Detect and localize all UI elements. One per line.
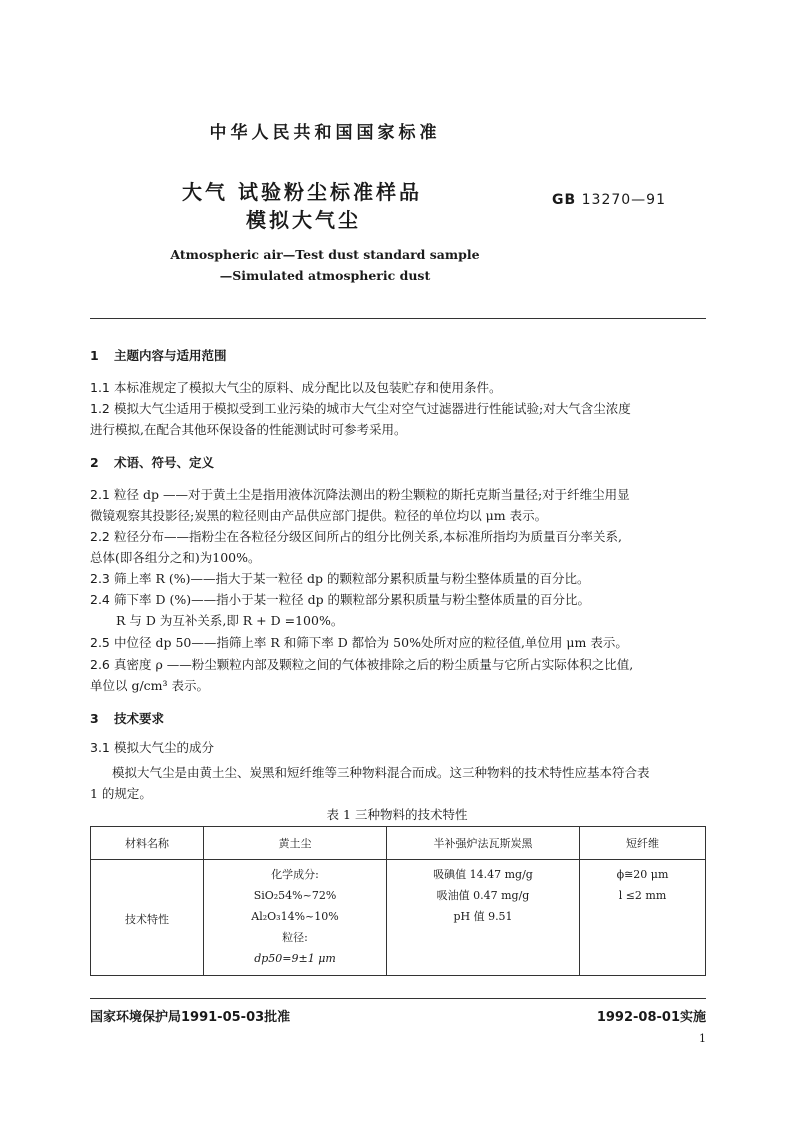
- title-en-line1: Atmospheric air—Test dust standard sample: [170, 247, 480, 262]
- clause-2-2: 2.2 粒径分布——指粉尘在各粒径分级区间所占的组分比例关系,本标准所指均为质量百分率关系,: [90, 529, 622, 544]
- cell-line: l ≤2 mm: [618, 889, 667, 902]
- clause-2-4: 2.4 筛下率 D (%)——指小于某一粒径 dp 的颗粒部分累积质量与粉尘整体质量的百分比。: [90, 592, 591, 607]
- clause-2-5: 2.5 中位径 dp 50——指筛上率 R 和筛下率 D 都恰为 50%处所对应的粒径值,单位用 μm 表示。: [90, 635, 628, 650]
- national-standard-heading: 中华人民共和国国家标准: [209, 123, 441, 143]
- cell-line: dp50=9±1 μm: [254, 952, 336, 965]
- clause-1-1: 1.1 本标准规定了模拟大气尘的原料、成分配比以及包装贮存和使用条件。: [90, 380, 502, 395]
- clause-2-6: 2.6 真密度 ρ ——粉尘颗粒内部及颗粒之间的气体被排除之后的粉尘质量与它所占实际体积之比值,: [90, 657, 634, 672]
- table-header: 半补强炉法瓦斯炭黑: [387, 827, 580, 860]
- clause-2-4-cont: R 与 D 为互补关系,即 R + D =100%。: [116, 613, 344, 628]
- material-properties-table: [90, 826, 706, 976]
- clause-3-1-text-cont: 1 的规定。: [90, 786, 152, 801]
- footer-divider: [90, 998, 706, 999]
- effective-date: 1992-08-01实施: [596, 1010, 706, 1025]
- cell-line: Al₂O₃14%~10%: [251, 910, 339, 923]
- carbon-black-cell: [387, 860, 580, 976]
- clause-1-2-cont: 进行模拟,在配合其他环保设备的性能测试时可参考采用。: [90, 422, 407, 437]
- page-number: 1: [699, 1032, 706, 1045]
- clause-2-2-cont: 总体(即各组分之和)为100%。: [90, 550, 261, 565]
- title-cn-line1: 大气 试验粉尘标准样品: [182, 180, 422, 204]
- clause-2-6-cont: 单位以 g/cm³ 表示。: [90, 678, 210, 693]
- cell-line: ϕ≅20 μm: [616, 868, 669, 881]
- table-header: 短纤维: [580, 827, 706, 860]
- section-2-heading: 2 术语、符号、定义: [90, 455, 215, 470]
- clause-3-1-text: 模拟大气尘是由黄土尘、炭黑和短纤维等三种物料混合而成。这三种物料的技术特性应基本符合表: [112, 765, 650, 780]
- clause-2-1: 2.1 粒径 dp ——对于黄土尘是指用液体沉降法测出的粉尘颗粒的斯托克斯当量径;对于纤维尘用显: [90, 487, 630, 502]
- loess-dust-cell: [204, 860, 387, 976]
- table-caption: 表 1 三种物料的技术特性: [326, 807, 468, 822]
- row-label: 技术特性: [91, 860, 204, 976]
- title-en-line2: —Simulated atmospheric dust: [219, 268, 431, 283]
- cell-line: pH 值 9.51: [453, 910, 513, 923]
- cell-line: 化学成分:: [271, 868, 319, 881]
- section-1-heading: 1 主题内容与适用范围: [90, 348, 227, 363]
- approval-date: 国家环境保护局1991-05-03批准: [90, 1010, 291, 1025]
- standard-number: [552, 192, 666, 208]
- table-header: 材料名称: [91, 827, 204, 860]
- clause-1-2: 1.2 模拟大气尘适用于模拟受到工业污染的城市大气尘对空气过滤器进行性能试验;对大气含尘浓度: [90, 401, 631, 416]
- cell-line: 吸油值 0.47 mg/g: [436, 889, 530, 902]
- section-3-heading: 3 技术要求: [90, 711, 165, 726]
- clause-2-3: 2.3 筛上率 R (%)——指大于某一粒径 dp 的颗粒部分累积质量与粉尘整体质量的百分比。: [90, 571, 590, 586]
- cell-line: SiO₂54%~72%: [253, 889, 337, 902]
- table-header: 黄土尘: [204, 827, 387, 860]
- short-fiber-cell: [580, 860, 706, 976]
- cell-line: 粒径:: [282, 931, 308, 944]
- clause-3-1-heading: 3.1 模拟大气尘的成分: [90, 740, 215, 755]
- gb-prefix: GB: [552, 192, 577, 208]
- clause-2-1-cont: 微镜观察其投影径;炭黑的粒径则由产品供应部门提供。粒径的单位均以 μm 表示。: [90, 508, 548, 523]
- title-cn-line2: 模拟大气尘: [246, 208, 361, 232]
- gb-number: 13270—91: [581, 192, 666, 208]
- header-divider: [90, 318, 706, 319]
- cell-line: 吸碘值 14.47 mg/g: [433, 868, 533, 881]
